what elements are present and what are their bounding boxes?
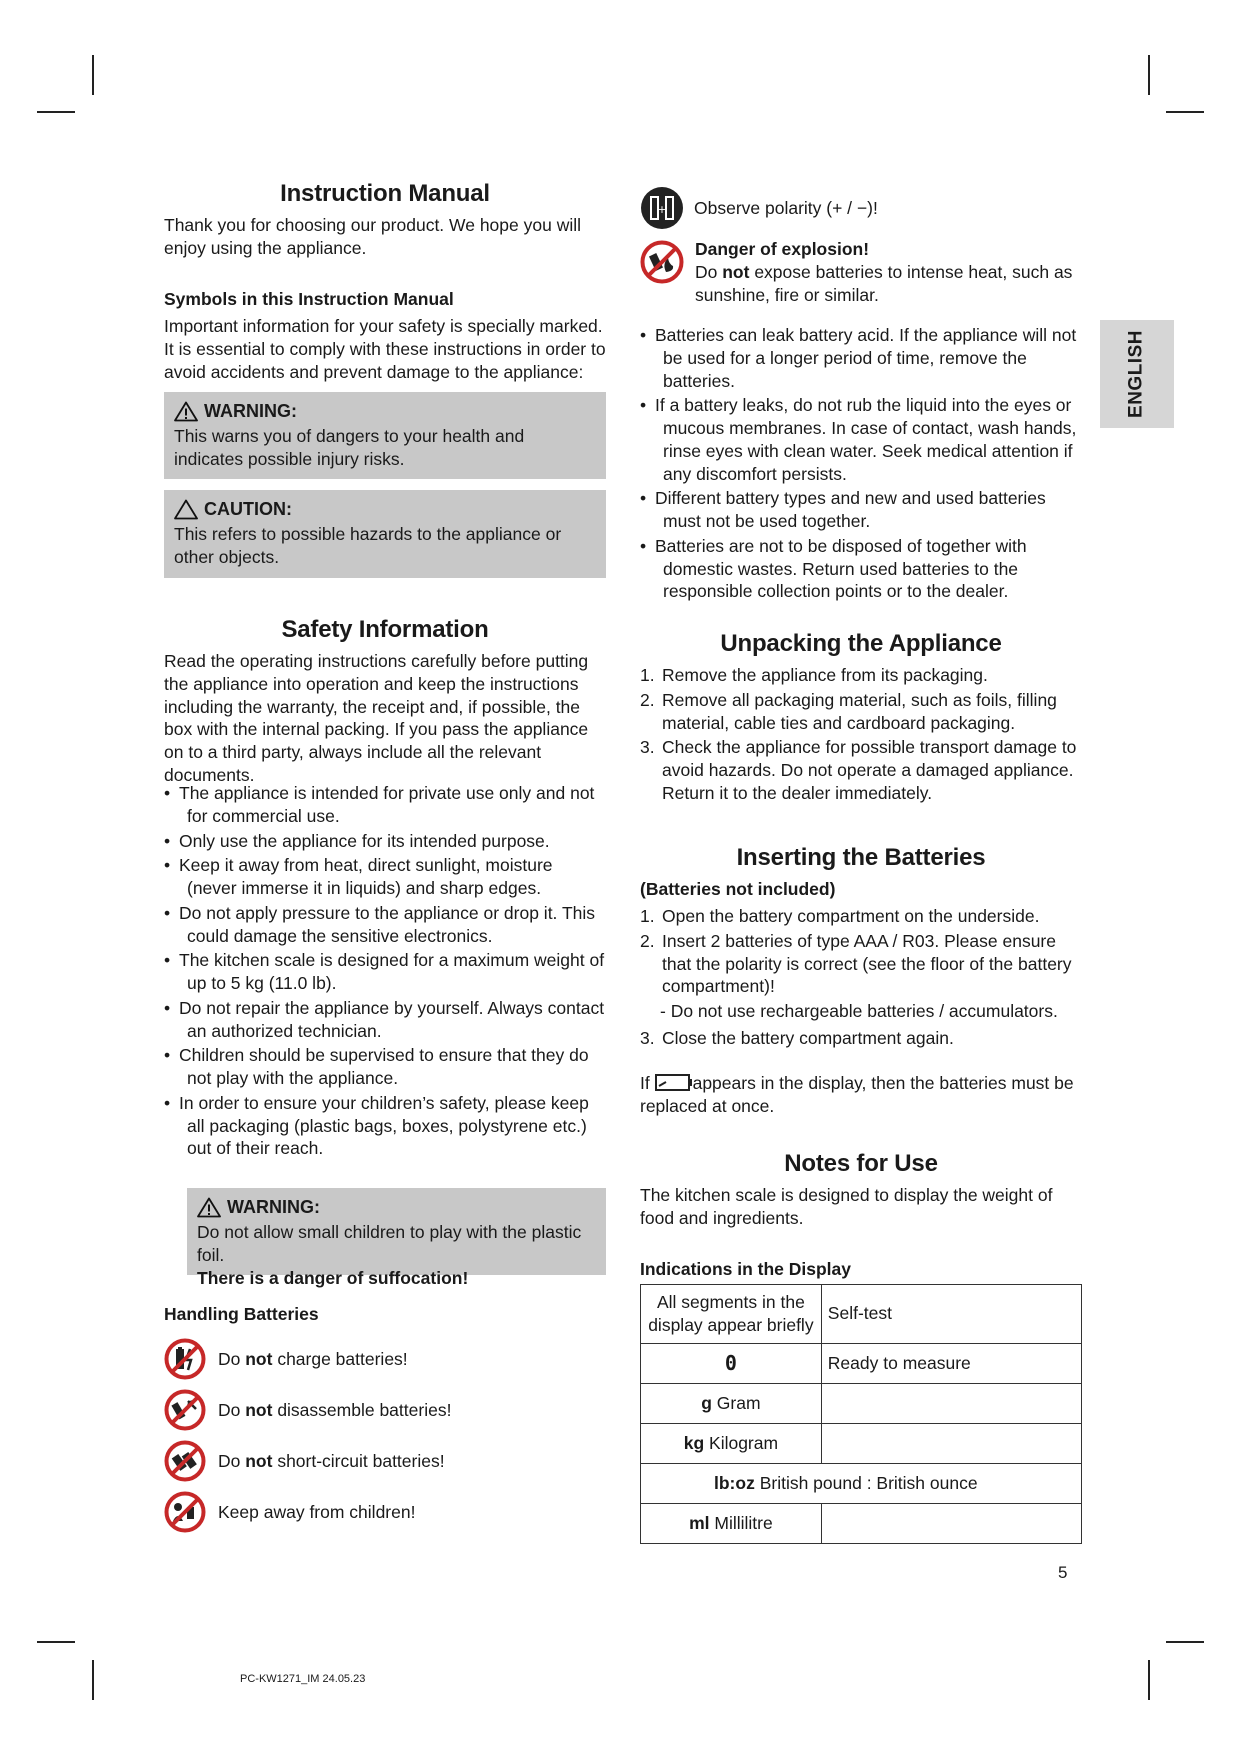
svg-text:+: + <box>657 203 667 216</box>
table-cell: g Gram <box>641 1383 822 1423</box>
table-row <box>641 1343 1082 1383</box>
battery-safety-list <box>640 324 1082 605</box>
low-battery-icon <box>655 1074 693 1091</box>
language-tab <box>1100 320 1174 428</box>
table-cell: ml Millilitre <box>641 1503 822 1543</box>
language-tab-label: ENGLISH <box>1125 330 1147 418</box>
crop-mark <box>92 55 94 95</box>
caution-triangle-icon <box>174 499 198 520</box>
caution-text: This refers to possible hazards to the appliance or other objects. <box>174 524 562 568</box>
intro-text: Thank you for choosing our product. We hope you will enjoy using the appliance. <box>164 215 581 258</box>
safety-item: • Keep it away from heat, direct sunlight, moisture (never immerse it in liquids) and sharp edges. <box>164 854 606 900</box>
polarity-text: Observe polarity (+ / −)! <box>694 197 878 218</box>
safety-item: • The appliance is intended for private use only and not for commercial use. <box>164 782 606 828</box>
notes-text: The kitchen scale is designed to display the weight of food and ingredients. <box>640 1185 1053 1228</box>
battery-safety-item: • Batteries are not to be disposed of together with domestic wastes. Return used batteries to the responsible collection points or to the dealer. <box>640 535 1082 603</box>
table-cell: lb:oz British pound : British ounce <box>641 1463 1082 1503</box>
page-number: 5 <box>1058 1563 1068 1582</box>
crop-mark <box>37 1641 75 1643</box>
explosion-block <box>640 238 1082 306</box>
no-disassemble-row <box>164 1389 451 1431</box>
crop-mark <box>1166 111 1204 113</box>
caution-label: CAUTION: <box>204 499 292 519</box>
explosion-text: Do not expose batteries to intense heat, such as sunshine, fire or similar. <box>695 261 1073 305</box>
safety-item: • Do not apply pressure to the appliance or drop it. This could damage the sensitive electronics. <box>164 902 606 948</box>
warning-text: This warns you of dangers to your health and indicates possible injury risks. <box>174 426 525 470</box>
polarity-row <box>640 186 1082 230</box>
handling-heading: Handling Batteries <box>164 1304 319 1324</box>
safety-item: • Only use the appliance for its intended purpose. <box>164 830 606 853</box>
unpack-steps <box>640 664 1082 807</box>
table-row <box>641 1463 1082 1503</box>
crop-mark <box>37 111 75 113</box>
warning-label: WARNING: <box>204 401 297 421</box>
symbols-heading: Symbols in this Instruction Manual <box>164 289 454 309</box>
unpack-step: 2. Remove all packaging material, such as foils, filling material, cable ties and cardboard packaging. <box>640 689 1057 733</box>
insert-dash-item: - Do not use rechargeable batteries / accumulators. <box>660 1001 1058 1021</box>
insert-steps <box>640 905 1082 1052</box>
table-cell <box>821 1423 1081 1463</box>
crop-mark <box>92 1660 94 1700</box>
display-table <box>640 1284 1082 1544</box>
no-charge-text: Do not charge batteries! <box>218 1348 408 1369</box>
display-table-wrap <box>640 1284 1082 1544</box>
table-cell: All segments in the display appear briefly <box>641 1285 822 1344</box>
battery-safety-item: • Different battery types and new and used batteries must not be used together. <box>640 487 1082 533</box>
safety-item: • In order to ensure your children’s safety, please keep all packaging (plastic bags, boxes, polystyrene etc.) out of their reach. <box>164 1092 606 1160</box>
warning-box <box>164 392 606 479</box>
page-title: Instruction Manual <box>280 180 490 207</box>
battery-safety-item: • Batteries can leak battery acid. If the appliance will not be used for a longer period of time, remove the batteries. <box>640 324 1082 392</box>
polarity-icon <box>640 186 684 230</box>
no-disassemble-icon <box>164 1389 206 1431</box>
warning-triangle-icon <box>197 1197 221 1218</box>
explosion-heading: Danger of explosion! <box>695 239 870 259</box>
unpack-title: Unpacking the Appliance <box>720 630 1002 657</box>
battery-safety-item: • If a battery leaks, do not rub the liquid into the eyes or mucous membranes. In case of contact, wash hands, rinse eyes with clean water. Seek medical attention if any discomfort persists. <box>640 394 1082 485</box>
keep-away-text: Keep away from children! <box>218 1501 416 1522</box>
insert-step: 1. Open the battery compartment on the underside. <box>640 906 1040 926</box>
no-charge-icon <box>164 1338 206 1380</box>
safety-item: • Children should be supervised to ensure that they do not play with the appliance. <box>164 1044 606 1090</box>
table-cell <box>821 1503 1081 1543</box>
warning-box-foil <box>187 1188 606 1288</box>
table-row <box>641 1285 1082 1344</box>
keep-away-children-icon <box>164 1491 206 1533</box>
insert-step: 2. Insert 2 batteries of type AAA / R03. Please ensure that the polarity is correct (see the floor of the battery compartment)! <box>640 930 1072 997</box>
no-heat-icon <box>640 240 684 284</box>
keep-away-row <box>164 1491 415 1533</box>
crop-mark <box>1166 1641 1204 1643</box>
table-row <box>641 1423 1082 1463</box>
no-short-circuit-text: Do not short-circuit batteries! <box>218 1450 445 1471</box>
table-cell: Ready to measure <box>821 1343 1081 1383</box>
table-cell: kg Kilogram <box>641 1423 822 1463</box>
safety-title: Safety Information <box>281 616 489 643</box>
safety-list <box>164 782 606 1162</box>
footer-code: PC-KW1271_IM 24.05.23 <box>240 1673 366 1685</box>
no-short-circuit-row <box>164 1440 445 1482</box>
notes-title: Notes for Use <box>784 1150 938 1177</box>
safety-item: • The kitchen scale is designed for a maximum weight of up to 5 kg (11.0 lb). <box>164 949 606 995</box>
crop-mark <box>1148 55 1150 95</box>
unpack-step: 3. Check the appliance for possible transport damage to avoid hazards. Do not operate a damaged appliance. Return it to the dealer immediately. <box>640 737 1077 803</box>
table-cell: Self-test <box>821 1285 1081 1344</box>
no-disassemble-text: Do not disassemble batteries! <box>218 1399 452 1420</box>
no-charge-row <box>164 1338 408 1380</box>
unpack-step: 1. Remove the appliance from its packaging. <box>640 665 988 685</box>
low-battery-text: If appears in the display, then the batteries must be replaced at once. <box>640 1073 1074 1116</box>
table-row <box>641 1383 1082 1423</box>
warning2-bold: There is a danger of suffocation! <box>197 1267 469 1288</box>
warning-triangle-icon <box>174 401 198 422</box>
insert-step: 3. Close the battery compartment again. <box>640 1027 954 1048</box>
insert-title: Inserting the Batteries <box>736 844 986 871</box>
insert-subtitle: (Batteries not included) <box>640 879 836 899</box>
safety-text: Read the operating instructions carefully before putting the appliance into operation and keep the instructions including the warranty, the receipt and, if possible, the box with the internal packing. If you pass the appliance on to a third party, always include all the relevant documents. <box>164 651 589 785</box>
table-cell <box>821 1383 1081 1423</box>
warning2-label: WARNING: <box>227 1197 320 1217</box>
table-cell: 0 <box>641 1343 822 1383</box>
no-short-circuit-icon <box>164 1440 206 1482</box>
table-row <box>641 1503 1082 1543</box>
warning2-text: Do not allow small children to play with the plastic foil. <box>197 1222 582 1266</box>
indications-heading: Indications in the Display <box>640 1259 852 1279</box>
symbols-text: Important information for your safety is specially marked. It is essential to comply with these instructions in order to avoid accidents and prevent damage to the appliance: <box>164 316 606 382</box>
caution-box <box>164 490 606 578</box>
crop-mark <box>1148 1660 1150 1700</box>
safety-item: • Do not repair the appliance by yourself. Always contact an authorized technician. <box>164 997 606 1043</box>
